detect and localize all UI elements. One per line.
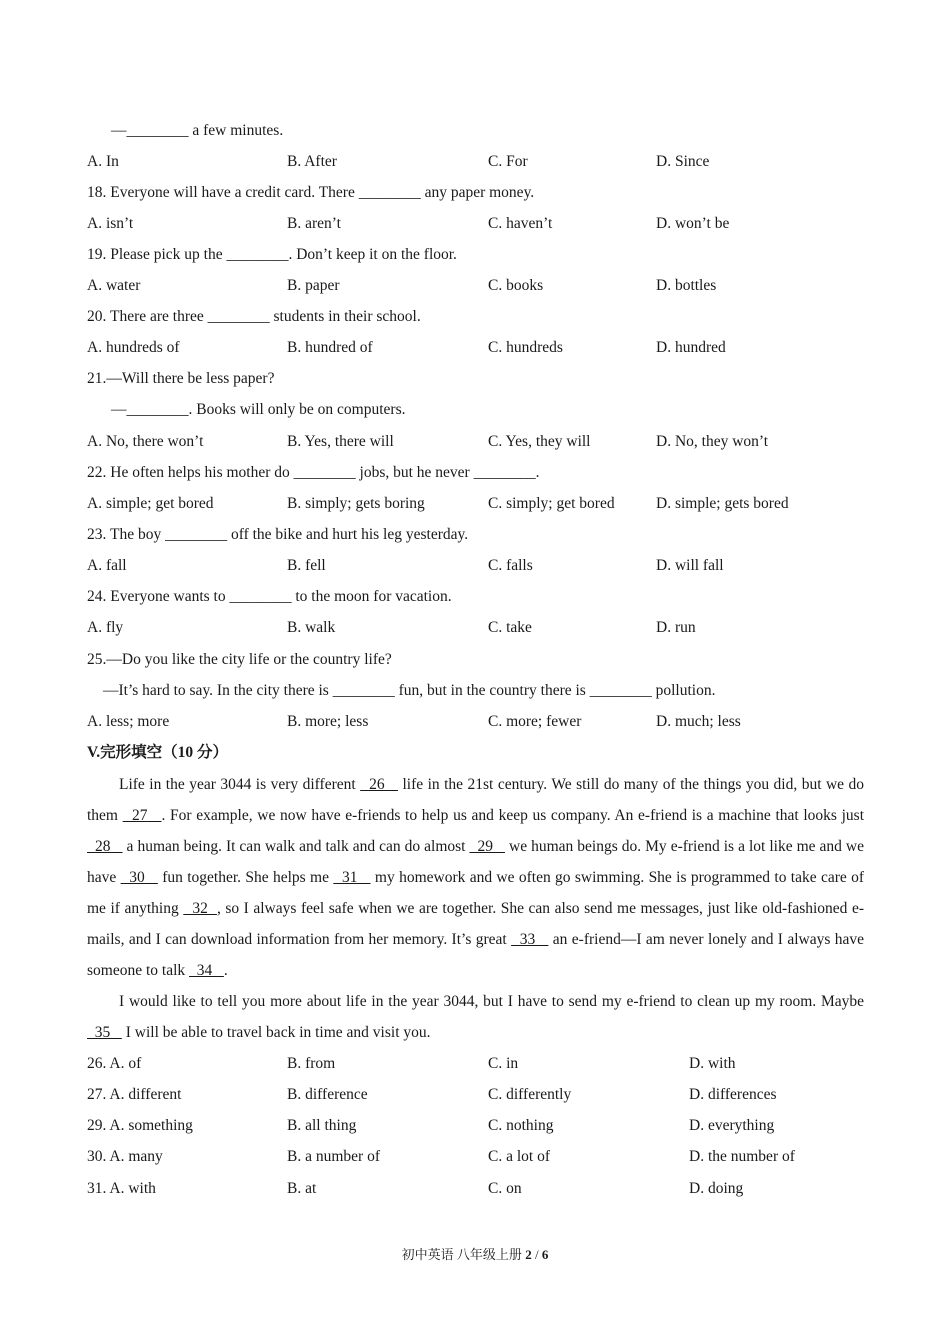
option-d: D. the number of — [689, 1148, 795, 1165]
question-25: 25.—Do you like the city life or the country life? — [87, 651, 392, 668]
question-21: 21.—Will there be less paper? — [87, 370, 275, 387]
blank-31: 31 — [333, 869, 371, 886]
option-b: B. difference — [287, 1086, 368, 1103]
option-d: D. run — [656, 619, 696, 636]
option-c: C. in — [488, 1055, 519, 1072]
option-c: C. Yes, they will — [488, 433, 591, 450]
option-b: B. more; less — [287, 713, 369, 730]
option-d: D. hundred — [656, 339, 726, 356]
page-footer: 初中英语 八年级上册 2 / 6 — [401, 1247, 549, 1262]
option-c: C. more; fewer — [488, 713, 582, 730]
blank-28: 28 — [87, 838, 123, 855]
question-24: 24. Everyone wants to ________ to the moon for vacation. — [87, 588, 452, 605]
option-a: 31. A. with — [87, 1180, 156, 1197]
option-b: B. at — [287, 1180, 317, 1197]
option-b: B. hundred of — [287, 339, 373, 356]
option-b: B. After — [287, 153, 337, 170]
page-total: 6 — [541, 1247, 549, 1262]
option-d: D. will fall — [656, 557, 724, 574]
q25-reply: —It’s hard to say. In the city there is ________ fun, but in the country there is ________ pollution. — [103, 682, 716, 699]
option-a: 30. A. many — [87, 1148, 163, 1165]
question-19: 19. Please pick up the ________. Don’t keep it on the floor. — [87, 246, 457, 263]
option-d: D. bottles — [656, 277, 717, 294]
blank-27: 27 — [122, 807, 162, 824]
q17-reply: —________ a few minutes. — [111, 122, 284, 139]
option-a: A. simple; get bored — [87, 495, 214, 512]
option-c: C. For — [488, 153, 528, 170]
option-d: D. much; less — [656, 713, 741, 730]
question-18: 18. Everyone will have a credit card. There ________ any paper money. — [87, 184, 535, 201]
option-d: D. Since — [656, 153, 710, 170]
option-c: C. simply; get bored — [488, 495, 615, 512]
q21-reply: —________. Books will only be on computers. — [111, 401, 406, 418]
option-a: A. No, there won’t — [87, 433, 204, 450]
option-a: 26. A. of — [87, 1055, 142, 1072]
section-heading: V.完形填空（10 分） — [87, 744, 228, 761]
option-b: B. paper — [287, 277, 340, 294]
blank-34: 34 — [189, 962, 224, 979]
option-a: A. In — [87, 153, 119, 170]
option-c: C. falls — [488, 557, 533, 574]
option-c: C. a lot of — [488, 1148, 550, 1165]
blank-26: 26 — [360, 776, 399, 793]
option-a: 27. A. different — [87, 1086, 182, 1103]
option-b: B. all thing — [287, 1117, 357, 1134]
option-b: B. Yes, there will — [287, 433, 394, 450]
option-d: D. doing — [689, 1180, 744, 1197]
option-a: A. fall — [87, 557, 127, 574]
passage-paragraph-2: I would like to tell you more about life in the year 3044, but I have to send my e-friend to clean up my room. Maybe 35 I will be able to travel back in time and visit you. — [87, 993, 864, 1041]
option-a: A. fly — [87, 619, 124, 636]
blank-33: 33 — [511, 931, 549, 948]
option-a: A. isn’t — [87, 215, 134, 232]
footer-label: 初中英语 八年级上册 — [401, 1247, 526, 1262]
option-c: C. differently — [488, 1086, 572, 1103]
option-b: B. from — [287, 1055, 336, 1072]
option-c: C. hundreds — [488, 339, 563, 356]
option-c: C. nothing — [488, 1117, 554, 1134]
question-22: 22. He often helps his mother do ________ jobs, but he never ________. — [87, 464, 540, 481]
blank-32: 32 — [183, 900, 217, 917]
option-d: D. simple; gets bored — [656, 495, 789, 512]
blank-30: 30 — [120, 869, 158, 886]
option-b: B. aren’t — [287, 215, 341, 232]
blank-29: 29 — [469, 838, 506, 855]
option-b: B. walk — [287, 619, 336, 636]
cloze-passage — [87, 769, 864, 1048]
passage-paragraph-1: Life in the year 3044 is very different 26 life in the 21st century. We still do many of the things you did, but we do them 27 . For example, we now have e-friends to help us and keep us company. An e-friend is a machine that looks just 28 a human being. It can walk and talk and can do almost 29 we human beings do. My e-friend is a lot like me and we have 30 fun together. She helps me 31 my homework and we often go swimming. She is programmed to take care of me if anything 32 , so I always feel safe when we are together. She can also send me messages, just like old-fashioned e-mails, and I can download information from her memory. It’s great 33 an e-friend—I am never lonely and I always have someone to talk 34 . — [87, 776, 865, 979]
page-number: 2 — [525, 1247, 532, 1262]
question-23: 23. The boy ________ off the bike and hurt his leg yesterday. — [87, 526, 469, 543]
blank-35: 35 — [87, 1024, 122, 1041]
option-d: D. everything — [689, 1117, 775, 1134]
option-c: C. take — [488, 619, 532, 636]
option-d: D. No, they won’t — [656, 433, 769, 450]
option-a: A. water — [87, 277, 141, 294]
question-20: 20. There are three ________ students in their school. — [87, 308, 421, 325]
option-d: D. won’t be — [656, 215, 730, 232]
option-d: D. differences — [689, 1086, 777, 1103]
option-c: C. books — [488, 277, 544, 294]
option-b: B. simply; gets boring — [287, 495, 425, 512]
option-a: A. hundreds of — [87, 339, 180, 356]
option-b: B. a number of — [287, 1148, 380, 1165]
option-d: D. with — [689, 1055, 736, 1072]
option-a: A. less; more — [87, 713, 170, 730]
option-b: B. fell — [287, 557, 326, 574]
option-c: C. on — [488, 1180, 522, 1197]
option-c: C. haven’t — [488, 215, 553, 232]
option-a: 29. A. something — [87, 1117, 193, 1134]
